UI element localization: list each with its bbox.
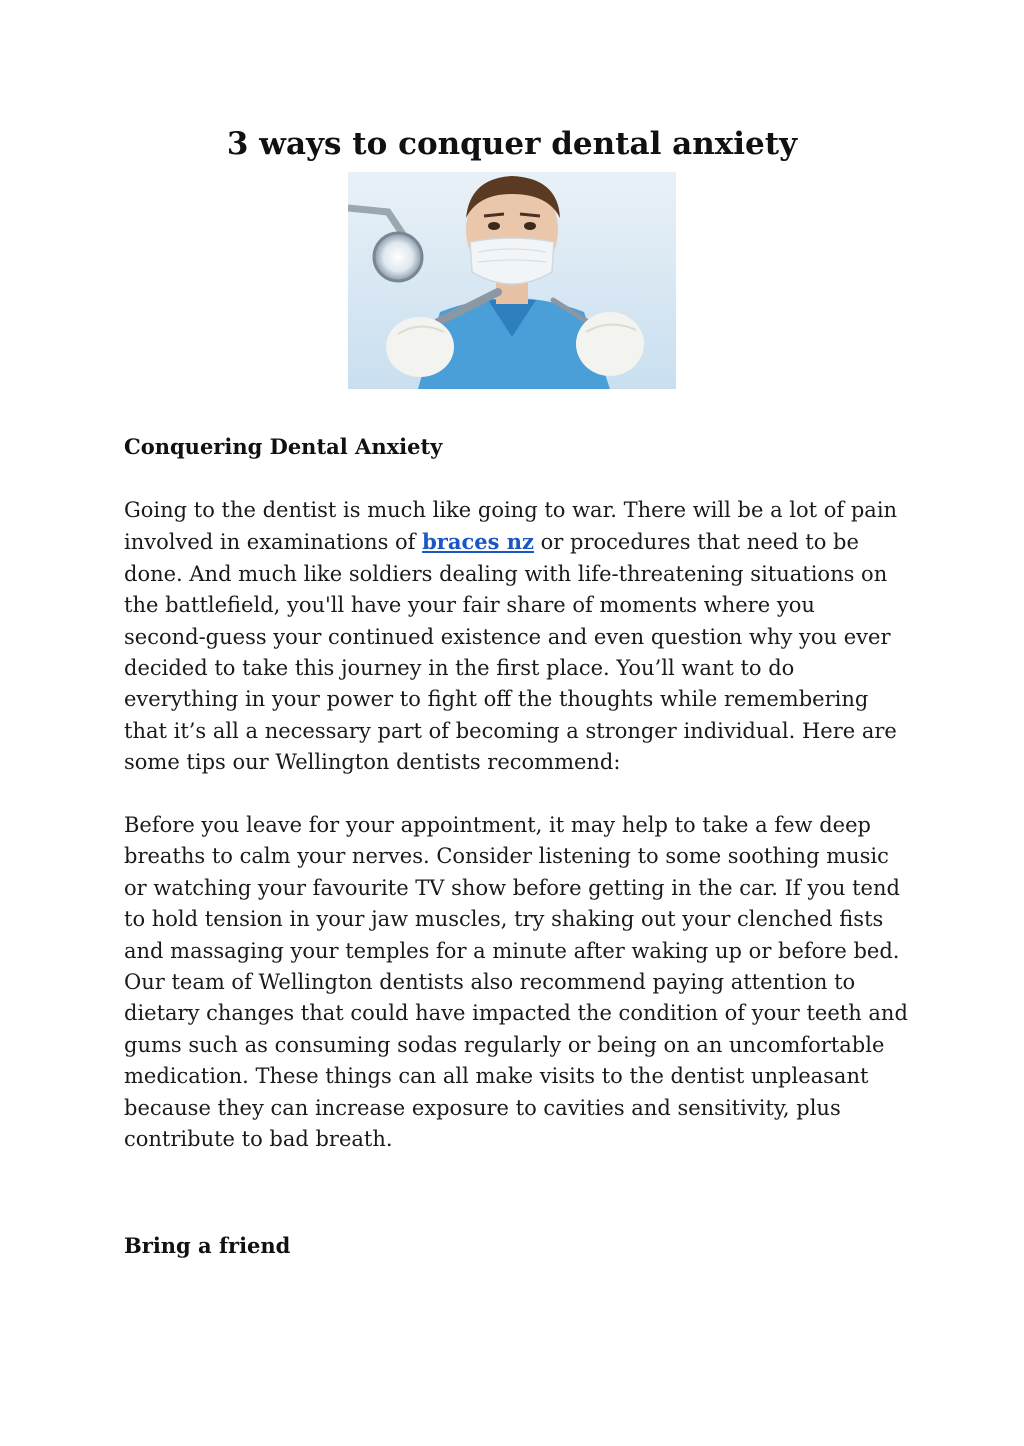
dentist-image: [348, 172, 676, 389]
intro-paragraph: [124, 495, 924, 779]
page-title: 3 ways to conquer dental anxiety: [226, 126, 798, 162]
braces-nz-link[interactable]: braces nz: [422, 529, 534, 555]
tips-paragraph: Before you leave for your appointment, it may help to take a few deep breaths to calm your nerves. Consider listening to some soothing music or watching your favourite TV show before getting in the car. If you tend to hold tension in your jaw muscles, try shaking out your clenched fists and massaging your temples for a minute after waking up or before bed. Our team of Wellington dentists also recommend paying attention to dietary changes that could have impacted the condition of your teeth and gums such as consuming sodas regularly or being on an uncomfortable medication. These things can all make visits to the dentist unpleasant because they can increase exposure to cavities and sensitivity, plus contribute to bad breath.: [124, 813, 908, 1152]
paragraph-text-before-link: Going to the dentist is much like going to war. There will be a lot of pain involved in examinations of: [124, 498, 898, 555]
paragraph-text-after-link: or procedures that need to be done. And much like soldiers dealing with life-threatening situations on the battlefield, you'll have your fair share of moments where you second-guess your continued existence and even question why you ever decided to take this journey in the first place. You’ll want to do everything in your power to fight off the thoughts while remembering that it’s all a necessary part of becoming a stronger individual. Here are some tips our Wellington dentists recommend:: [124, 530, 897, 775]
section-heading-conquering: Conquering Dental Anxiety: [124, 434, 443, 459]
section-heading-bring-a-friend: Bring a friend: [124, 1233, 291, 1258]
